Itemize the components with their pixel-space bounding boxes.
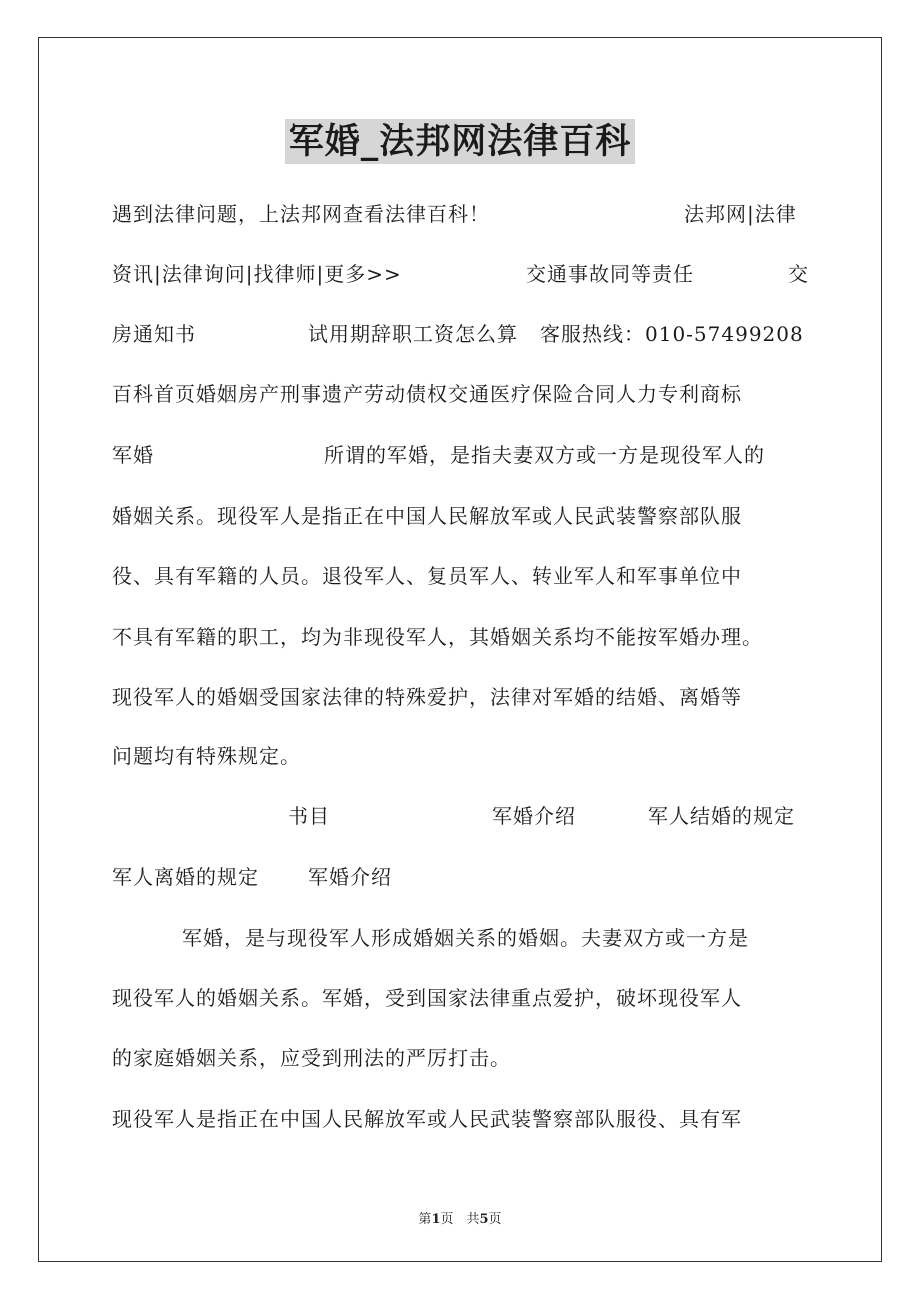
definition-line: 现役军人的婚姻受国家法律的特殊爱护，法律对军婚的结婚、离婚等 <box>112 685 742 709</box>
link-house-notice-start[interactable]: 交 <box>788 262 809 286</box>
paragraph-first-line: 军婚，是与现役军人形成婚姻关系的婚姻。夫妻双方或一方是 <box>182 926 749 950</box>
header-line-3 <box>112 319 812 349</box>
toc-line-1 <box>112 801 812 831</box>
page-suffix: 页 <box>488 1212 502 1227</box>
header-line-1 <box>112 199 812 229</box>
definition-line: 不具有军籍的职工，均为非现役军人，其婚姻关系均不能按军婚办理。 <box>112 625 763 649</box>
paragraph-line: 现役军人的婚姻关系。军婚，受到国家法律重点爱护，破坏现役军人 <box>112 986 742 1010</box>
toc-item[interactable]: 军人离婚的规定 <box>112 865 259 889</box>
toc-line-2 <box>112 862 812 892</box>
link-traffic-accident[interactable]: 交通事故同等责任 <box>526 262 694 286</box>
hotline-text: 客服热线：010-57499208 <box>540 322 804 346</box>
page-total: 5 <box>479 1212 489 1227</box>
entry-term: 军婚 <box>112 443 154 467</box>
paragraph-line: 现役军人是指正在中国人民解放军或人民武装警察部队服役、具有军 <box>112 1107 742 1131</box>
header-line-2 <box>112 259 812 289</box>
link-probation-salary[interactable]: 试用期辞职工资怎么算 <box>308 322 518 346</box>
link-house-notice-end[interactable]: 房通知书 <box>112 322 196 346</box>
document-title-block <box>0 114 920 164</box>
toc-label: 书目 <box>288 804 330 828</box>
paragraph-line <box>112 923 812 953</box>
category-links[interactable]: 百科首页婚姻房产刑事遗产劳动债权交通医疗保险合同人力专利商标 <box>112 382 742 406</box>
page-mid: 页 共 <box>440 1212 480 1227</box>
section-heading: 军婚介绍 <box>308 865 392 889</box>
definition-line: 问题均有特殊规定。 <box>112 744 301 768</box>
category-nav[interactable] <box>112 379 812 409</box>
definition-line: 役、具有军籍的人员。退役军人、复员军人、转业军人和军事单位中 <box>112 564 742 588</box>
page-prefix: 第 <box>418 1212 432 1227</box>
entry-line-1 <box>112 440 812 470</box>
entry-definition-first: 所谓的军婚，是指夫妻双方或一方是现役军人的 <box>324 443 765 467</box>
document-title: 军婚_法邦网法律百科 <box>285 119 636 164</box>
paragraph-line: 的家庭婚姻关系，应受到刑法的严厉打击。 <box>112 1046 511 1070</box>
page-footer <box>0 1208 920 1227</box>
toc-item[interactable]: 军婚介绍 <box>492 804 576 828</box>
page-current: 1 <box>431 1212 441 1227</box>
intro-text: 遇到法律问题，上法邦网查看法律百科！ <box>112 202 490 226</box>
nav-links[interactable]: 资讯|法律询问|找律师|更多>> <box>112 262 402 286</box>
toc-item[interactable]: 军人结婚的规定 <box>648 804 795 828</box>
nav-link-fabang[interactable]: 法邦网|法律 <box>684 202 797 226</box>
definition-line: 婚姻关系。现役军人是指正在中国人民解放军或人民武装警察部队服 <box>112 504 742 528</box>
